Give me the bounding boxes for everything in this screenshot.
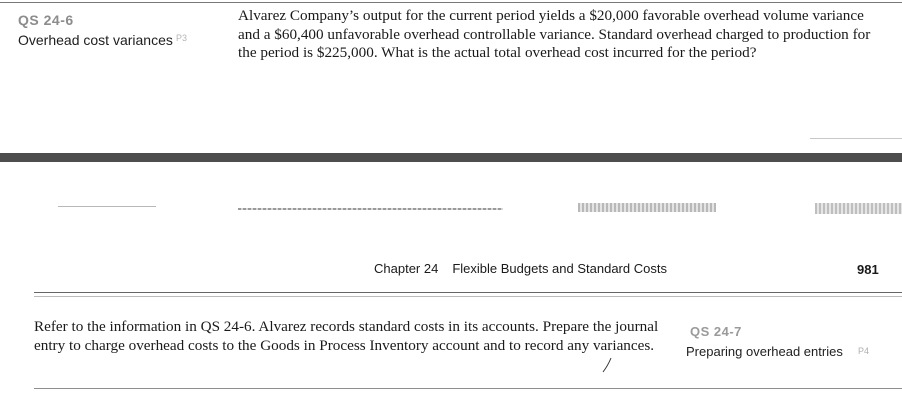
scan-artifact-line: [238, 208, 503, 210]
qs-24-6-topic: Overhead cost variances: [18, 32, 173, 48]
chapter-label: Chapter 24: [374, 261, 439, 276]
chapter-title: Flexible Budgets and Standard Costs: [452, 261, 667, 276]
page-break-band: [0, 153, 902, 162]
section-rule: [34, 296, 902, 297]
margin-rule: [810, 138, 902, 139]
top-rule: [0, 2, 902, 3]
qs-24-7-topic: Preparing overhead entries: [686, 344, 843, 359]
scan-artifact-line: [58, 206, 156, 207]
bottom-rule: [34, 388, 902, 389]
qs-24-7-objective: P4: [858, 346, 870, 356]
qs-24-6-question-text: Alvarez Company’s output for the current period yields a $20,000 favorable overhead volume variance and a $60,400 unfavorable overhead controllable variance. Standard overhead charged to production for the period is $225,000. What is the actual total overhead cost incurred for the period?: [238, 7, 871, 61]
pen-tick-mark: [602, 357, 614, 373]
qs-24-7-question-text: Refer to the information in QS 24-6. Alvarez records standard costs in its accounts. Prepare the journal entry to charge overhead costs to the Goods in Process Inventory account and to record any variances.: [34, 318, 659, 354]
section-rule: [34, 292, 902, 293]
qs-24-7-code: QS 24-7: [690, 324, 742, 339]
running-head: [374, 261, 667, 276]
scan-artifact-smudge: [815, 203, 902, 214]
qs-24-6-objective: P3: [176, 33, 188, 43]
page-number: 981: [857, 262, 879, 277]
scan-artifact-smudge: [578, 203, 716, 212]
qs-24-6-code: QS 24-6: [18, 12, 74, 28]
